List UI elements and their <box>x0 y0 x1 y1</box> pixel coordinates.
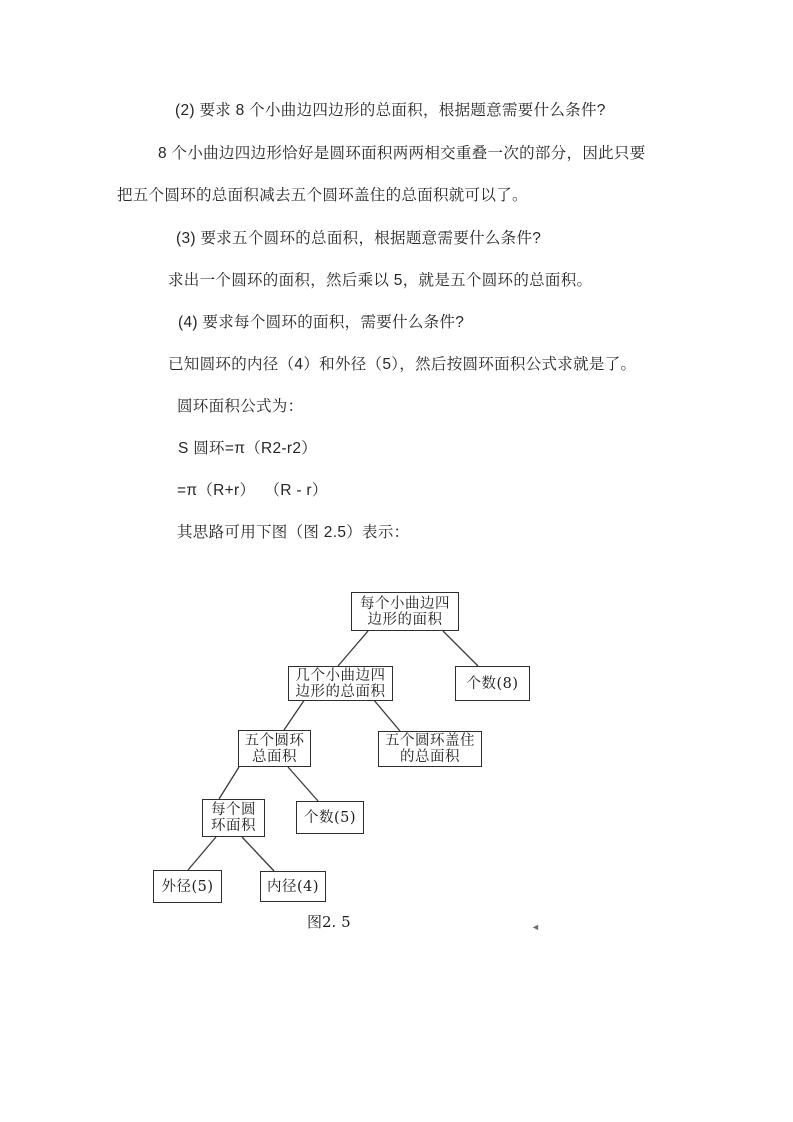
node-quads-total-area <box>288 666 393 701</box>
node-quads-total-area-line-2: 边形的总面积 <box>295 683 386 700</box>
node-count-8-label: 个数(8) <box>466 675 519 692</box>
node-quads-total-area-line-1: 几个小曲边四 <box>295 667 386 684</box>
paragraph-formula-intro: 圆环面积公式为： <box>177 398 304 415</box>
node-inner-radius <box>260 871 326 902</box>
paragraph-answer-3: 求出一个圆环的面积，然后乘以 5，就是五个圆环的总面积。 <box>168 272 593 289</box>
paragraph-answer-4: 已知圆环的内径（4）和外径（5），然后按圆环面积公式求就是了。 <box>168 356 637 373</box>
node-five-rings-total-line-1: 五个圆环 <box>244 732 305 749</box>
node-five-rings-total <box>238 730 311 767</box>
node-five-rings-total-line-2: 总面积 <box>252 748 297 765</box>
node-each-quad-area-line-2: 边形的面积 <box>367 611 443 628</box>
formula-ring-area: S 圆环=π（R2-r2） <box>178 440 318 457</box>
node-each-ring-area-line-1: 每个圆 <box>211 802 256 818</box>
paragraph-question-4: (4) 要求每个圆环的面积，需要什么条件? <box>178 314 465 331</box>
figure-caption: 图2. 5 <box>307 913 351 931</box>
node-outer-radius <box>153 870 222 903</box>
paragraph-figure-intro: 其思路可用下图（图 2.5）表示： <box>177 524 410 541</box>
node-count-5-label: 个数(5) <box>303 809 357 826</box>
paragraph-answer-2-line-1: 8 个小曲边四边形恰好是圆环面积两两相交重叠一次的部分，因此只要 <box>158 145 646 162</box>
node-each-ring-area-line-2: 环面积 <box>211 818 256 834</box>
node-count-8 <box>455 666 530 701</box>
node-inner-radius-label: 内径(4) <box>266 878 320 895</box>
node-five-rings-covered-line-1: 五个圆环盖住 <box>385 733 475 749</box>
node-count-5 <box>296 801 364 834</box>
paragraph-question-2: (2) 要求 8 个小曲边四边形的总面积，根据题意需要什么条件? <box>175 102 606 119</box>
node-five-rings-covered-line-2: 的总面积 <box>400 749 460 765</box>
formula-ring-area-expanded: =π（R+r） （R - r） <box>177 482 328 499</box>
node-each-ring-area <box>202 799 265 837</box>
node-outer-radius-label: 外径(5) <box>161 878 214 895</box>
paragraph-answer-2-line-2: 把五个圆环的总面积减去五个圆环盖住的总面积就可以了。 <box>117 187 528 204</box>
node-five-rings-covered <box>378 731 482 767</box>
node-each-quad-area-line-1: 每个小曲边四 <box>360 595 450 612</box>
node-each-quad-area <box>351 592 459 631</box>
paragraph-anchor-icon: ◄ <box>531 922 540 932</box>
paragraph-question-3: (3) 要求五个圆环的总面积，根据题意需要什么条件? <box>176 230 542 247</box>
